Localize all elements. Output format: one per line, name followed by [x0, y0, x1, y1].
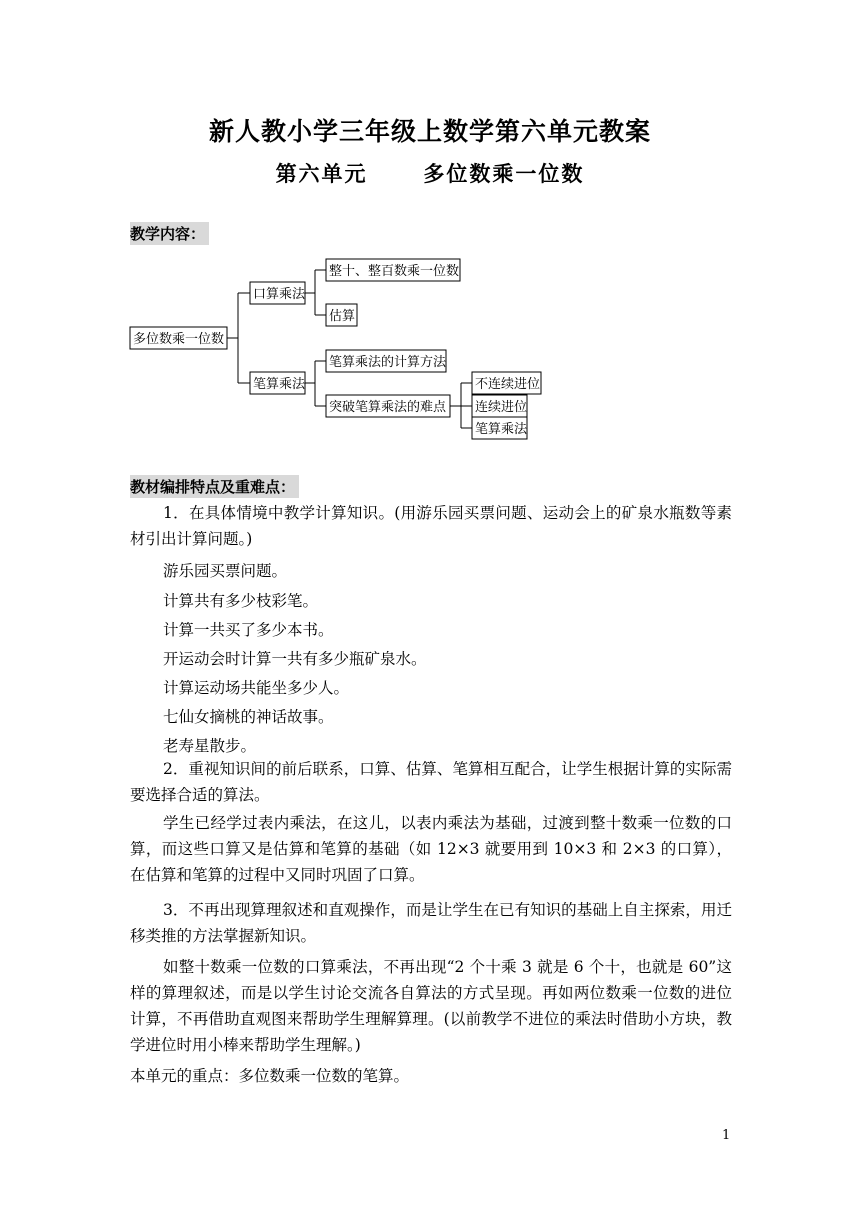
list-item: 计算共有多少枝彩笔。 — [163, 592, 319, 610]
document-title: 新人教小学三年级上数学第六单元教案 — [208, 117, 651, 146]
node-continuous: 连续进位 — [475, 400, 528, 415]
node-non-continuous: 不连续进位 — [475, 377, 541, 392]
content-tree-diagram — [0, 250, 860, 450]
paragraph-3: 学生已经学过表内乘法，在这儿，以表内乘法为基础，过渡到整十数乘一位数的口算，而这些口算又是估算和笔算的基础（如 12×3 就要用到 10×3 和 2×3 的口算），在估算和笔算的过程中又同时巩固了口算。 — [130, 814, 732, 884]
node-estimate: 估算 — [329, 309, 356, 324]
node-tens-hundreds: 整十、整百数乘一位数 — [329, 264, 460, 279]
list-item: 游乐园买票问题。 — [163, 562, 288, 580]
paragraph-5: 如整十数乘一位数的口算乘法，不再出现“2 个十乘 3 就是 6 个十，也就是 60”这样的算理叙述，而是以学生讨论交流各自算法的方式呈现。再如两位数乘一位数的进位计算，不再借助直观图来帮助学生理解算理。(以前教学不进位的乘法时借助小方块，教学进位时用小棒来帮助学生理解。) — [130, 958, 732, 1054]
paragraph-2: 2．重视知识间的前后联系，口算、估算、笔算相互配合，让学生根据计算的实际需要选择合适的算法。 — [130, 760, 732, 804]
node-root: 多位数乘一位数 — [133, 332, 225, 347]
paragraph-4: 3．不再出现算理叙述和直观操作，而是让学生在已有知识的基础上自主探索，用迁移类推的方法掌握新知识。 — [130, 901, 732, 945]
list-item: 开运动会时计算一共有多少瓶矿泉水。 — [163, 650, 427, 668]
node-written: 笔算乘法 — [253, 377, 306, 392]
node-difficulty: 突破笔算乘法的难点 — [329, 400, 447, 415]
paragraph-key-point: 本单元的重点：多位数乘一位数的笔算。 — [130, 1067, 410, 1085]
unit-subtitle: 第六单元 多位数乘一位数 — [275, 161, 585, 186]
list-item: 老寿星散步。 — [163, 737, 257, 755]
list-item: 计算一共买了多少本书。 — [163, 621, 334, 639]
paragraph-1: 1．在具体情境中教学计算知识。(用游乐园买票问题、运动会上的矿泉水瓶数等素材引出计算问题。) — [130, 504, 732, 548]
section-heading-content: 教学内容： — [130, 222, 209, 245]
node-oral: 口算乘法 — [253, 287, 306, 302]
node-written-method: 笔算乘法的计算方法 — [329, 355, 447, 370]
section-heading-features: 教材编排特点及重难点： — [130, 475, 299, 498]
list-item: 七仙女摘桃的神话故事。 — [163, 708, 334, 726]
list-item: 计算运动场共能坐多少人。 — [163, 679, 350, 697]
node-written-mult: 笔算乘法 — [475, 422, 528, 437]
page-number: 1 — [722, 1128, 731, 1143]
